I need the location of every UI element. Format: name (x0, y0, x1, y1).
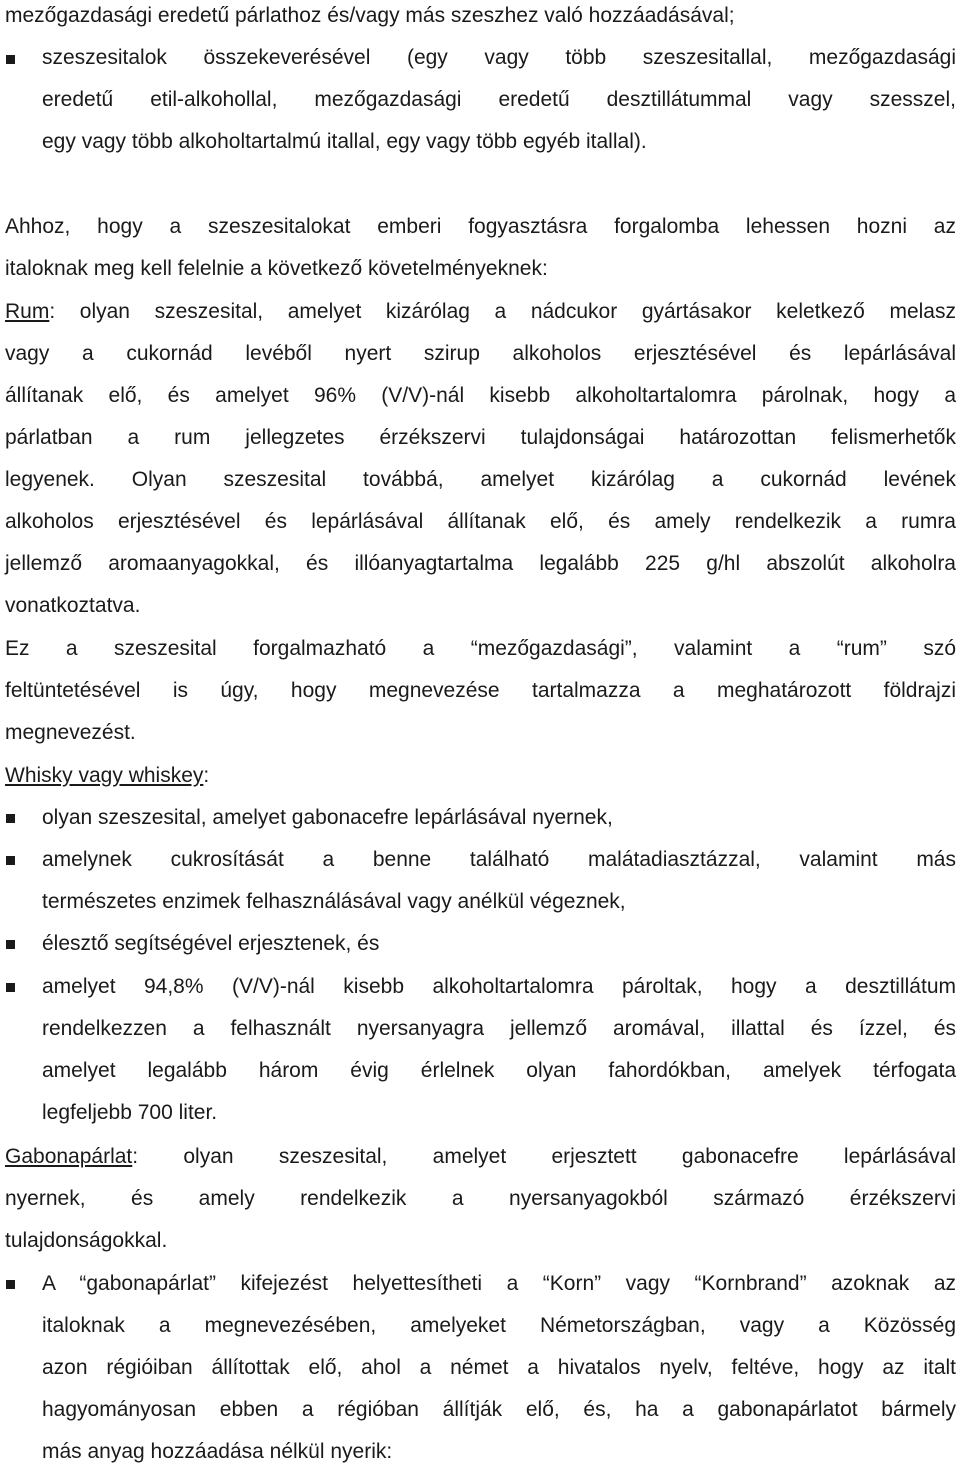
rum-definition-line: vagy a cukornád levéből nyert szirup alkoholos erjesztésével és lepárlásával (5, 342, 956, 365)
whisky-bullet-text: legfeljebb 700 liter. (42, 1101, 218, 1124)
rum-definition-line: párlatban a rum jellegzetes érzékszervi tulajdonságai határozottan felismerhetők (5, 426, 956, 449)
paragraph-line: Ahhoz, hogy a szeszesitalokat emberi fogyasztásra forgalomba lehessen hozni az (5, 215, 956, 238)
rum-definition-line: alkoholos erjesztésével és lepárlásával állítanak elő, és amely rendelkezik a rumra (5, 510, 956, 533)
square-bullet-icon (6, 983, 15, 992)
rum-definition-line: legyenek. Olyan szeszesital továbbá, amelyet kizárólag a cukornád levének (5, 468, 956, 491)
square-bullet-icon (6, 940, 15, 949)
grain-bullet-text: A “gabonapárlat” kifejezést helyettesítheti a “Korn” vagy “Kornbrand” azoknak az (42, 1272, 956, 1295)
whisky-term: Whisky vagy whiskey (5, 764, 204, 787)
rum-definition-line: jellemző aromaanyagokkal, és illóanyagtartalma legalább 225 g/hl abszolút alkoholra (5, 552, 956, 575)
rum-note-line: megnevezést. (5, 721, 136, 744)
whisky-bullet-text: amelyet legalább három évig érlelnek olyan fahordókban, amelyek térfogata (42, 1059, 956, 1082)
rum-note-line: feltüntetésével is úgy, hogy megnevezése tartalmazza a meghatározott földrajzi (5, 679, 956, 702)
square-bullet-icon (6, 1280, 15, 1289)
square-bullet-icon (6, 55, 15, 64)
square-bullet-icon (6, 814, 15, 823)
grain-term: Gabonapárlat (5, 1145, 133, 1168)
grain-definition-line: Gabonapárlat: olyan szeszesital, amelyet erjesztett gabonacefre lepárlásával (5, 1145, 956, 1168)
grain-definition-line: nyernek, és amely rendelkezik a nyersanyagokból származó érzékszervi (5, 1187, 956, 1210)
bullet-text: eredetű etil-alkohollal, mezőgazdasági eredetű desztillátummal vagy szesszel, (42, 88, 956, 111)
rum-note-line: Ez a szeszesital forgalmazható a “mezőgazdasági”, valamint a “rum” szó (5, 637, 956, 660)
grain-definition-line: tulajdonságokkal. (5, 1229, 168, 1252)
grain-bullet-text: azon régióiban állítottak elő, ahol a német a hivatalos nyelv, feltéve, hogy az italt (42, 1356, 956, 1379)
grain-bullet-text: hagyományosan ebben a régióban állítják elő, és, ha a gabonapárlatot bármely (42, 1398, 956, 1421)
whisky-bullet-text: amelynek cukrosítását a benne található malátadiasztázzal, valamint más (42, 848, 956, 871)
rum-definition-line: állítanak elő, és amelyet 96% (V/V)-nál kisebb alkoholtartalomra párolnak, hogy a (5, 384, 956, 407)
whisky-bullet-text: olyan szeszesital, amelyet gabonacefre lepárlásával nyernek, (42, 806, 613, 829)
rum-definition-line: vonatkoztatva. (5, 594, 141, 617)
whisky-bullet-text: rendelkezzen a felhasznált nyersanyagra jellemző aromával, illattal és ízzel, és (42, 1017, 956, 1040)
square-bullet-icon (6, 856, 15, 865)
bullet-text: egy vagy több alkoholtartalmú itallal, egy vagy több egyéb itallal). (42, 130, 647, 153)
whisky-bullet-text: természetes enzimek felhasználásával vagy anélkül végeznek, (42, 890, 626, 913)
paragraph-line: italoknak meg kell felelnie a következő követelményeknek: (5, 257, 548, 280)
grain-bullet-text: italoknak a megnevezésében, amelyeket Németországban, vagy a Közösség (42, 1314, 956, 1337)
rum-definition-line: Rum: olyan szeszesital, amelyet kizárólag a nádcukor gyártásakor keletkező melasz (5, 300, 956, 323)
grain-bullet-text: más anyag hozzáadása nélkül nyerik: (42, 1440, 393, 1463)
whisky-bullet-text: amelyet 94,8% (V/V)-nál kisebb alkoholtartalomra pároltak, hogy a desztillátum (42, 975, 956, 998)
bullet-text: szeszesitalok összekeverésével (egy vagy több szeszesitallal, mezőgazdasági (42, 46, 956, 69)
intro-line: mezőgazdasági eredetű párlathoz és/vagy más szeszhez való hozzáadásával; (5, 4, 735, 27)
whisky-bullet-text: élesztő segítségével erjesztenek, és (42, 932, 380, 955)
rum-term: Rum (5, 300, 50, 323)
whisky-heading: Whisky vagy whiskey: (5, 764, 210, 787)
